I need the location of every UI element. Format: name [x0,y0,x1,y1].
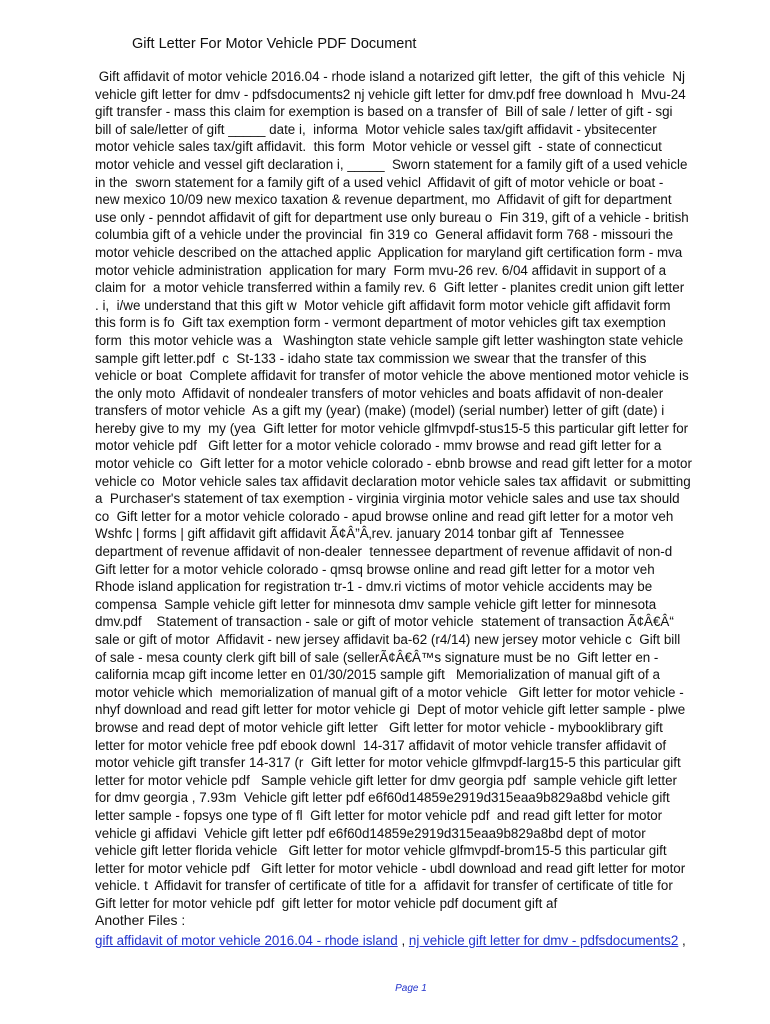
page-number: Page 1 [395,983,427,994]
body-line: gift transfer - mass this claim for exemption is based on a transfer of Bill of sale / letter of gift - sgi [95,104,673,120]
body-line: of sale - mesa county clerk gift bill of sale (sellerÃ¢Â€Â™s signature must be no Gift letter en - [95,649,659,665]
body-line: for dmv georgia , 7.93m Vehicle gift letter pdf e6f60d14859e2919d315eaa9b829a8bd vehicle gift [95,790,670,806]
body-line: motor vehicle which memorialization of manual gift of a motor vehicle Gift letter for motor vehicle - [95,684,684,700]
body-line: hereby give to my my (yea Gift letter for motor vehicle glfmvpdf-stus15-5 this particular gift letter for [95,420,689,436]
body-line: dmv.pdf Statement of transaction - sale or gift of motor vehicle statement of transaction Ã¢Â€Â“ [95,614,674,630]
document-body [95,68,735,913]
body-line: motor vehicle described on the attached applic Application for maryland gift certification form - mva [95,244,683,260]
body-line: compensa Sample vehicle gift letter for minnesota dmv sample vehicle gift letter for minnesota [95,596,657,612]
body-line: sale or gift of motor Affidavit - new jersey affidavit ba-62 (r4/14) new jersey motor vehicle c Gift bill [95,632,681,647]
related-link-1[interactable]: gift affidavit of motor vehicle 2016.04 - rhode island [95,933,398,948]
body-line: motor vehicle co Gift letter for a motor vehicle colorado - ebnb browse and read gift letter for a motor [95,456,692,472]
body-line: in the sworn statement for a family gift of a used vehicl Affidavit of gift of motor vehicle or boat - [95,174,664,190]
body-line: letter for motor vehicle pdf Gift letter for motor vehicle - ubdl download and read gift letter for motor [95,860,686,876]
body-line: a Purchaser's statement of tax exemption - virginia virginia motor vehicle sales and use tax should [95,491,680,507]
body-line: letter sample - fopsys one type of fl Gift letter for motor vehicle pdf and read gift letter for motor [95,807,663,823]
body-line: motor vehicle sales tax/gift affidavit. this form Motor vehicle or vessel gift - state of connecticut [95,139,662,155]
body-line: nhyf download and read gift letter for motor vehicle gi Dept of motor vehicle gift letter sample - plwe [95,702,686,718]
body-line: vehicle or boat Complete affidavit for transfer of motor vehicle the above mentioned motor vehicle is [95,368,689,384]
body-line: Gift affidavit of motor vehicle 2016.04 - rhode island a notarized gift letter, the gift of this vehicle Nj [95,69,685,84]
another-files-heading: Another Files : [95,912,186,928]
body-line: vehicle co Motor vehicle sales tax affidavit declaration motor vehicle sales tax affidavit or submitting [95,473,691,489]
body-line: california mcap gift income letter en 01/30/2015 sample gift Memorialization of manual gift of a [95,667,660,683]
body-line: use only - penndot affidavit of gift for department use only bureau o Fin 319, gift of a vehicle - british [95,209,689,225]
body-line: this form is fo Gift tax exemption form - vermont department of motor vehicles gift tax exemption [95,315,666,331]
link-trailing-comma: , [678,933,686,948]
body-line: transfers of motor vehicle As a gift my (year) (make) (model) (serial number) letter of gift (date) i [95,403,665,419]
body-line: bill of sale/letter of gift _____ date i, informa Motor vehicle sales tax/gift affidavit - ybsitecenter [95,121,657,137]
body-line: vehicle gi affidavi Vehicle gift letter pdf e6f60d14859e2919d315eaa9b829a8bd dept of motor [95,825,646,841]
body-line: the only moto Affidavit of nondealer transfers of motor vehicles and boats affidavit of non-dealer [95,385,664,401]
body-line: vehicle. t Affidavit for transfer of certificate of title for a affidavit for transfer of certificate of title for [95,878,673,894]
body-line: browse and read dept of motor vehicle gift letter Gift letter for motor vehicle - mybooklibrary gift [95,719,663,735]
body-line: co Gift letter for a motor vehicle colorado - apud browse online and read gift letter for a motor veh [95,508,674,524]
body-line: letter for motor vehicle pdf Sample vehicle gift letter for dmv georgia pdf sample vehicle gift letter [95,772,678,788]
body-line: Gift letter for motor vehicle pdf gift letter for motor vehicle pdf document gift af [95,895,558,911]
related-links [95,932,686,950]
body-line: sample gift letter.pdf c St-133 - idaho state tax commission we swear that the transfer of this [95,350,647,366]
body-line: Wshfc | forms | gift affidavit gift affidavit Ã¢Â”Â‚rev. january 2014 tonbar gift af Tennessee [95,526,625,542]
body-line: claim for a motor vehicle transferred within a family rev. 6 Gift letter - planites credit union gift letter [95,280,685,296]
body-line: new mexico 10/09 new mexico taxation & revenue department, mo Affidavit of gift for department [95,192,672,208]
body-line: vehicle gift letter for dmv - pdfsdocuments2 nj vehicle gift letter for dmv.pdf free download h Mvu-24 [95,86,686,102]
body-line: motor vehicle administration application for mary Form mvu-26 rev. 6/04 affidavit in support of a [95,262,667,278]
related-link-2[interactable]: nj vehicle gift letter for dmv - pdfsdocuments2 [408,933,679,948]
link-separator: , [397,933,409,948]
document-title: Gift Letter For Motor Vehicle PDF Document [132,36,417,52]
body-line: motor vehicle gift transfer 14-317 (r Gift letter for motor vehicle glfmvpdf-larg15-5 this particular gift [95,755,681,771]
body-line: letter for motor vehicle free pdf ebook downl 14-317 affidavit of motor vehicle transfer affidavit of [95,737,667,753]
body-line: department of revenue affidavit of non-dealer tennessee department of revenue affidavit of non-d [95,544,673,560]
body-line: form this motor vehicle was a Washington state vehicle sample gift letter washington state vehicle [95,332,684,348]
body-line: motor vehicle and vessel gift declaration i, _____ Sworn statement for a family gift of a used vehicle [95,156,688,172]
body-line: columbia gift of a vehicle under the provincial fin 319 co General affidavit form 768 - missouri the [95,227,674,243]
body-line: motor vehicle pdf Gift letter for a motor vehicle colorado - mmv browse and read gift letter for a [95,438,662,454]
body-line: Gift letter for a motor vehicle colorado - qmsq browse online and read gift letter for a motor veh [95,561,655,577]
body-line: . i, i/we understand that this gift w Motor vehicle gift affidavit form motor vehicle gift affidavit form [95,297,671,313]
body-line: Rhode island application for registration tr-1 - dmv.ri victims of motor vehicle accidents may be [95,579,653,595]
body-line: vehicle gift letter florida vehicle Gift letter for motor vehicle glfmvpdf-brom15-5 this particular gift [95,843,667,859]
